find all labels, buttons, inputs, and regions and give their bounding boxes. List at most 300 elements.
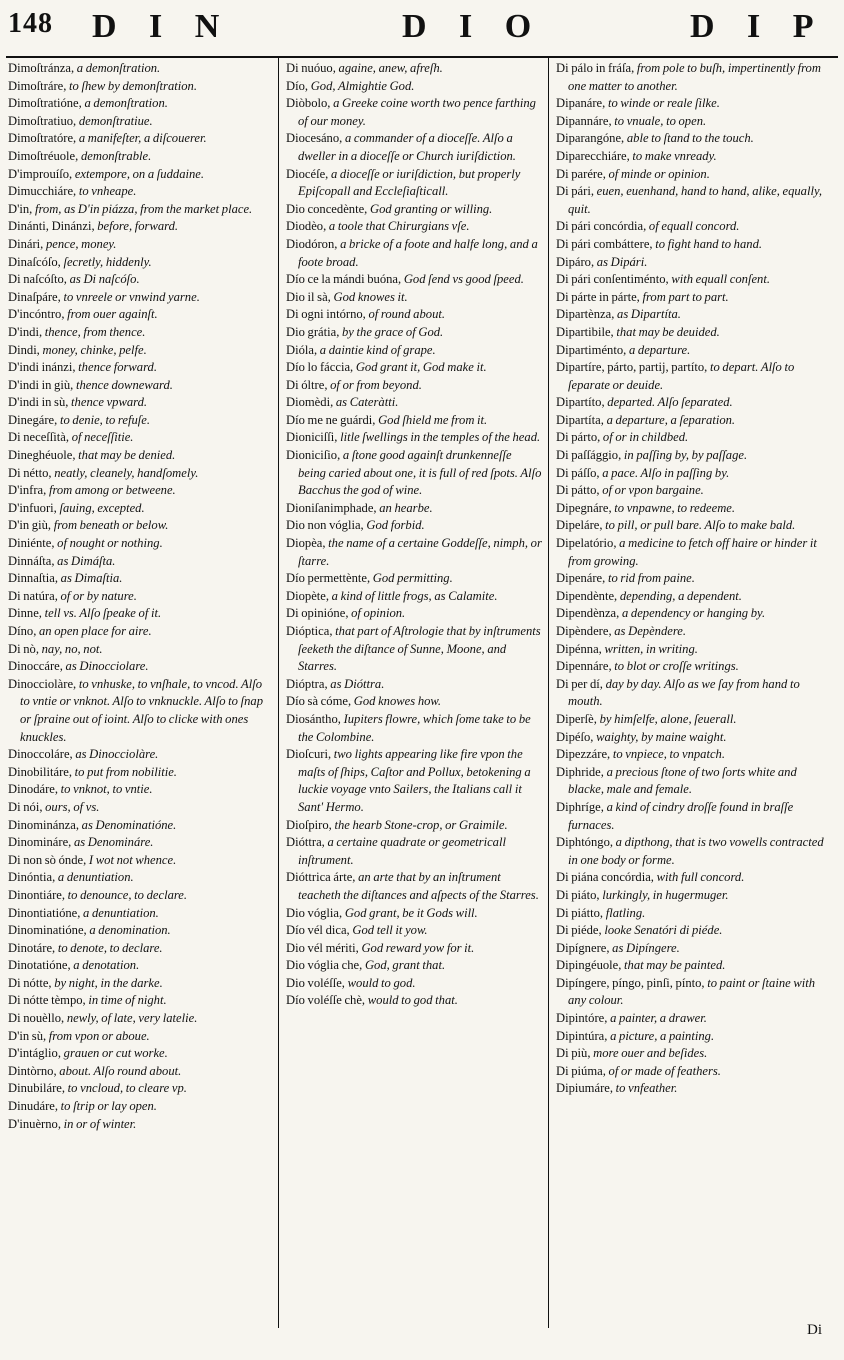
definition: to make vnready. [629, 148, 717, 163]
definition: a denuntiation. [80, 905, 159, 920]
definition: of or made of feathers. [605, 1063, 721, 1078]
definition: from, as D'in piázza, from the market place. [32, 201, 253, 216]
definition: God knowes it. [330, 289, 408, 304]
running-head-center: D I O [402, 8, 544, 45]
column-left [8, 60, 272, 1133]
headword: Di nótte, [8, 975, 52, 990]
definition: in paſſing by, by paſſage. [621, 448, 748, 463]
dictionary-entry [286, 869, 542, 904]
headword: Dimoſtratióne, [8, 96, 82, 111]
headword: Dinontiatióne, [8, 905, 81, 920]
definition: of or in childbed. [600, 430, 689, 445]
definition: as Di naſcóſo. [66, 272, 140, 287]
dictionary-entry [8, 236, 272, 254]
headword: Dinnáſta, [8, 553, 55, 568]
dictionary-entry [286, 588, 542, 606]
dictionary-entry [8, 817, 272, 835]
headword: Dimoſtratiuo, [8, 113, 77, 128]
dictionary-entry [556, 130, 830, 148]
dictionary-entry [286, 429, 542, 447]
definition: a denotation. [70, 958, 140, 973]
headword: Dinoccoláre, [8, 747, 73, 762]
dictionary-entry [8, 60, 272, 78]
headword: Dinaſcóſo, [8, 254, 61, 269]
headword: Dio voléſſe, [286, 975, 345, 990]
column-divider [278, 58, 279, 1328]
headword: Dimoſtránza, [8, 61, 75, 75]
running-head-left: D I N [92, 8, 232, 45]
headword: Dío permettènte, [286, 571, 371, 586]
headword: Dío sà cóme, [286, 694, 352, 709]
definition: God, Almightie God. [308, 78, 415, 93]
definition: to denote, to declare. [55, 940, 163, 955]
dictionary-entry [8, 289, 272, 307]
definition: of nought or nothing. [54, 536, 163, 551]
dictionary-entry [8, 166, 272, 184]
headword: Dinontiáre, [8, 887, 66, 902]
definition: God reward yow for it. [358, 940, 475, 955]
column-middle [286, 60, 542, 1010]
headword: D'indi inánzi, [8, 360, 76, 375]
dictionary-entry [286, 201, 542, 219]
dictionary-entry [556, 570, 830, 588]
dictionary-entry [8, 1116, 272, 1134]
dictionary-entry [8, 271, 272, 289]
definition: God forbid. [363, 518, 425, 533]
dictionary-entry [556, 342, 830, 360]
headword: Dio vóglia, [286, 905, 343, 920]
definition: to vnfeather. [613, 1081, 678, 1096]
headword: Dipingéuole, [556, 958, 622, 973]
headword: Di nétto, [8, 465, 52, 480]
dictionary-entry [556, 641, 830, 659]
headword: Dinne, [8, 606, 42, 621]
headword: Dindi, [8, 342, 40, 357]
headword: Di piáto, [556, 887, 600, 902]
headword: Dinóntia, [8, 870, 56, 885]
definition: would to god that. [365, 993, 458, 1008]
headword: Dipíngere, píngo, pinſi, pínto, [556, 975, 705, 990]
definition: as Dinocciolàre. [72, 747, 159, 762]
dictionary-entry [556, 271, 830, 289]
definition: to vnuale, to open. [611, 113, 707, 128]
definition: that part of Aſtrologie that by inſtruments ſeeketh the diſtance of Sunne, Moone, and Starres. [298, 624, 541, 674]
headword: Di párte in párte, [556, 289, 640, 304]
headword: Dío lo fáccia, [286, 360, 354, 375]
definition: flatling. [603, 905, 646, 920]
dictionary-entry [286, 130, 542, 165]
dictionary-entry [8, 869, 272, 887]
dictionary-entry [286, 834, 542, 869]
headword: Dióla, [286, 342, 318, 357]
definition: of neceſſitie. [69, 430, 134, 445]
headword: Di non sò ónde, [8, 852, 87, 867]
headword: Di opinióne, [286, 606, 349, 621]
dictionary-entry [286, 236, 542, 271]
definition: God granting or willing. [367, 201, 493, 216]
dictionary-entry [286, 60, 542, 78]
dictionary-entry [556, 306, 830, 324]
definition: departed. Alſo ſeparated. [604, 395, 733, 410]
headword: Dinaſpáre, [8, 289, 61, 304]
definition: to vnreele or vnwind yarne. [60, 289, 200, 304]
headword: Dipintóre, [556, 1011, 608, 1026]
headword: Dipartíto, [556, 395, 605, 410]
headword: Dineghéuole, [8, 448, 76, 463]
dictionary-entry [556, 746, 830, 764]
definition: a demonſtration. [81, 96, 168, 111]
definition: a demonſtration. [74, 61, 161, 75]
headword: Dióptica, [286, 624, 333, 638]
definition: as Dimaſtia. [58, 571, 123, 586]
dictionary-entry [556, 324, 830, 342]
headword: Diphtóngo, [556, 835, 614, 850]
definition: from vpon or aboue. [46, 1028, 150, 1043]
headword: Dióttrica árte, [286, 870, 356, 885]
headword: Dio concedènte, [286, 201, 368, 216]
headword: Dipéſo, [556, 729, 594, 744]
dictionary-entry [8, 1063, 272, 1081]
headword: Di óltre, [286, 377, 328, 392]
definition: to pill, or pull bare. Alſo to make bald. [602, 518, 796, 533]
dictionary-entry [556, 799, 830, 834]
dictionary-entry [556, 236, 830, 254]
headword: Dipendènza, [556, 606, 620, 621]
headword: Di párto, [556, 430, 601, 445]
definition: in time of night. [85, 993, 167, 1008]
definition: of round about. [365, 307, 446, 322]
headword: Dío voléſſe chè, [286, 993, 366, 1008]
headword: D'indi in giù, [8, 377, 74, 392]
dictionary-entry [8, 570, 272, 588]
headword: Dinotatióne, [8, 958, 71, 973]
dictionary-entry [286, 447, 542, 500]
headword: Dipendènte, [556, 588, 618, 603]
headword: Diòbolo, [286, 96, 331, 111]
dictionary-entry [286, 570, 542, 588]
dictionary-entry [8, 1098, 272, 1116]
definition: as Denomináre. [71, 835, 154, 850]
definition: ours, of vs. [42, 799, 100, 814]
dictionary-entry [556, 957, 830, 975]
headword: Diodóron, [286, 236, 338, 251]
dictionary-entry [556, 1063, 830, 1081]
dictionary-entry [556, 113, 830, 131]
dictionary-entry [8, 940, 272, 958]
definition: to vnhuske, to vnſhale, to vncod. Alſo to vntie or vnknot. Alſo to vnknuckle. Alſo to ſnap or ſpraine out of ioint. Alſo to clicke with ones knuckles. [20, 676, 264, 744]
definition: to winde or reale ſilke. [605, 96, 720, 111]
dictionary-entry [8, 834, 272, 852]
dictionary-entry [556, 975, 830, 1010]
dictionary-entry [8, 746, 272, 764]
headword: Diocéſe, [286, 166, 329, 181]
definition: God tell it yow. [349, 923, 428, 938]
definition: God permitting. [370, 571, 453, 586]
definition: money, chinke, pelfe. [39, 342, 147, 357]
dictionary-entry [556, 500, 830, 518]
dictionary-entry [8, 799, 272, 817]
headword: Dio grátia, [286, 324, 340, 339]
dictionary-entry [8, 535, 272, 553]
dictionary-entry [556, 1028, 830, 1046]
dictionary-entry [8, 342, 272, 360]
dictionary-entry [286, 905, 542, 923]
definition: written, in writing. [601, 641, 698, 656]
definition: a daintie kind of grape. [317, 342, 436, 357]
headword: D'in giù, [8, 518, 52, 533]
definition: the hearb Stone-crop, or Graimile. [331, 817, 508, 832]
definition: a ſtone good againſt drunkenneſſe being caried about one, it is full of red ſpots. Alſo Bacchus the god of wine. [298, 448, 542, 498]
definition: euen, euenhand, hand to hand, alike, equally, quit. [568, 184, 823, 216]
dictionary-entry [286, 922, 542, 940]
headword: Dinobilitáre, [8, 764, 73, 779]
dictionary-entry [556, 588, 830, 606]
headword: Dioſpiro, [286, 817, 332, 832]
definition: of minde or opinion. [605, 166, 710, 181]
headword: Dioſcuri, [286, 747, 332, 762]
dictionary-entry [8, 623, 272, 641]
dictionary-entry [8, 447, 272, 465]
dictionary-entry [8, 1010, 272, 1028]
definition: Iupiters flowre, which ſome take to be the Colombine. [298, 711, 531, 744]
definition: to paint or ſtaine with any colour. [568, 975, 816, 1008]
headword: Dinocciolàre, [8, 676, 77, 691]
dictionary-entry [556, 940, 830, 958]
headword: Diphríge, [556, 799, 604, 814]
definition: a bricke of a foote and halfe long, and a foote broad. [298, 236, 538, 269]
headword: Dióptra, [286, 676, 328, 691]
headword: Dinári, [8, 236, 44, 251]
dictionary-entry [556, 447, 830, 465]
dictionary-entry [286, 394, 542, 412]
headword: Diperſè, [556, 711, 597, 726]
definition: to ſhew by demonſtration. [66, 78, 197, 93]
headword: D'infra, [8, 483, 47, 498]
definition: God grant, be it Gods will. [342, 905, 478, 920]
definition: nay, no, not. [38, 641, 103, 656]
headword: Dinoccáre, [8, 659, 63, 674]
dictionary-entry [286, 676, 542, 694]
dictionary-entry [8, 957, 272, 975]
definition: by himſelfe, alone, ſeuerall. [596, 711, 737, 726]
definition: to rid from paine. [605, 571, 695, 586]
headword: Di pári conſentiménto, [556, 272, 669, 287]
dictionary-entry [286, 306, 542, 324]
dictionary-entry [8, 588, 272, 606]
dictionary-entry [8, 324, 272, 342]
headword: Diparangóne, [556, 131, 625, 146]
dictionary-entry [8, 218, 272, 236]
definition: of or vpon bargaine. [599, 483, 704, 498]
dictionary-entry [286, 271, 542, 289]
dictionary-entry [8, 553, 272, 571]
headword: Dioniciſio, [286, 448, 341, 463]
dictionary-entry [556, 429, 830, 447]
definition: as Dinocciolare. [62, 659, 149, 674]
headword: Dio il sà, [286, 289, 331, 304]
definition: tell vs. Alſo ſpeake of it. [41, 606, 162, 621]
dictionary-entry [8, 676, 272, 746]
headword: Di nuóuo, [286, 61, 336, 75]
definition: as Dipíngere. [609, 940, 680, 955]
dictionary-entry [8, 641, 272, 659]
headword: Diniénte, [8, 536, 55, 551]
dictionary-entry [8, 482, 272, 500]
dictionary-entry [556, 148, 830, 166]
definition: day by day. Alſo as we ſay from hand to mouth. [568, 676, 800, 709]
definition: a dependency or hanging by. [619, 606, 766, 621]
dictionary-entry [556, 834, 830, 869]
definition: thence, from thence. [42, 324, 146, 339]
dictionary-entry [286, 623, 542, 676]
headword: Dinubiláre, [8, 1081, 66, 1096]
dictionary-entry [8, 905, 272, 923]
headword: D'infuori, [8, 500, 57, 515]
dictionary-entry [8, 922, 272, 940]
dictionary-entry [556, 359, 830, 394]
headword: Dipannáre, [556, 113, 612, 128]
headword: Di páſſo, [556, 465, 600, 480]
definition: from part to part. [639, 289, 729, 304]
dictionary-entry [286, 535, 542, 570]
headword: Dipegnáre, [556, 500, 612, 515]
definition: thence forward. [75, 360, 157, 375]
headword: Díno, [8, 624, 37, 638]
definition: to denie, to refuſe. [57, 412, 150, 427]
definition: as Dimáſta. [54, 553, 116, 568]
headword: Dioniciſſi, [286, 430, 338, 445]
definition: thence vpward. [68, 395, 148, 410]
dictionary-entry [8, 201, 272, 219]
definition: looke Senatóri di piéde. [601, 923, 723, 938]
definition: to fight hand to hand. [652, 236, 763, 251]
headword: Dio non vóglia, [286, 518, 364, 533]
catchword: Di [807, 1322, 822, 1338]
definition: would to god. [344, 975, 416, 990]
headword: Diomèdi, [286, 395, 334, 410]
headword: Dipintúra, [556, 1028, 608, 1043]
headword: Dipèndere, [556, 624, 612, 638]
definition: extempore, on a ſuddaine. [72, 166, 205, 181]
headword: Dintòrno, [8, 1063, 57, 1078]
dictionary-entry [286, 940, 542, 958]
definition: two lights appearing like fire vpon the maſts of ſhips, Caſtor and Pollux, betokening a luckie voyage vnto Sailers, the Italians call it Sant' Hermo. [298, 747, 531, 814]
definition: to put from nobilitie. [72, 764, 177, 779]
headword: Di più, [556, 1046, 591, 1061]
dictionary-entry [556, 869, 830, 887]
headword: Di per dí, [556, 676, 603, 691]
header-rule [6, 56, 838, 58]
dictionary-entry [556, 60, 830, 95]
column-right [556, 60, 830, 1098]
definition: demonſtrable. [78, 148, 152, 163]
headword: Dinominatióne, [8, 923, 87, 938]
definition: that may be denied. [75, 448, 176, 463]
dictionary-entry [286, 975, 542, 993]
definition: depending, a dependent. [617, 588, 742, 603]
dictionary-entry [556, 605, 830, 623]
headword: Di naſcóſto, [8, 272, 67, 287]
headword: Dipígnere, [556, 940, 610, 955]
definition: againe, anew, afreſh. [335, 61, 443, 75]
definition: to vnheape. [76, 184, 137, 199]
dictionary-entry [8, 1045, 272, 1063]
headword: Dipelatório, [556, 536, 617, 551]
page-number: 148 [8, 8, 53, 39]
definition: about. Alſo round about. [56, 1063, 182, 1078]
headword: D'indi in sù, [8, 395, 69, 410]
dictionary-entry [8, 1028, 272, 1046]
dictionary-entry [286, 957, 542, 975]
headword: Dimucchiáre, [8, 184, 77, 199]
definition: in or of winter. [60, 1116, 137, 1131]
headword: Dinegáre, [8, 412, 58, 427]
headword: Dipáro, [556, 254, 595, 269]
dictionary-entry [556, 887, 830, 905]
definition: to ſtrip or lay open. [58, 1099, 157, 1114]
dictionary-entry [8, 887, 272, 905]
dictionary-entry [8, 377, 272, 395]
dictionary-entry [556, 1010, 830, 1028]
headword: Di neceſſità, [8, 430, 70, 445]
definition: God knowes how. [351, 694, 442, 709]
headword: Dio vél mériti, [286, 940, 359, 955]
dictionary-entry [556, 535, 830, 570]
headword: D'inuèrno, [8, 1116, 61, 1131]
headword: Di parére, [556, 166, 606, 181]
headword: Di piátto, [556, 905, 604, 920]
dictionary-entry [8, 975, 272, 993]
headword: Dío ce la mándi buóna, [286, 272, 402, 287]
definition: as Dióttra. [327, 676, 385, 691]
definition: an open place for aire. [36, 624, 152, 638]
dictionary-entry [556, 658, 830, 676]
definition: a dipthong, that is two vowells contracted in one body or forme. [568, 835, 824, 867]
dictionary-entry [556, 254, 830, 272]
headword: Dinudáre, [8, 1099, 59, 1114]
headword: Di pálo in fráſa, [556, 61, 635, 75]
dictionary-entry [8, 764, 272, 782]
headword: Di nói, [8, 799, 43, 814]
dictionary-entry [286, 324, 542, 342]
definition: grauen or cut worke. [61, 1046, 168, 1061]
definition: with equall conſent. [668, 272, 771, 287]
dictionary-entry [8, 429, 272, 447]
dictionary-entry [286, 95, 542, 130]
dictionary-entry [8, 359, 272, 377]
definition: by the grace of God. [339, 324, 444, 339]
headword: Di paſſággio, [556, 448, 622, 463]
definition: to vncloud, to cleare vp. [65, 1081, 187, 1096]
dictionary-entry [556, 95, 830, 113]
running-head-right: D I P [690, 8, 826, 45]
definition: a precious ſtone of two ſorts white and blacke, male and female. [568, 764, 797, 797]
headword: Di pári, [556, 184, 594, 199]
definition: as Cateràtti. [333, 395, 399, 410]
dictionary-entry [8, 78, 272, 96]
headword: Di pátto, [556, 483, 600, 498]
dictionary-entry [556, 394, 830, 412]
headword: D'improuíſo, [8, 166, 73, 181]
definition: that may be deuided. [613, 324, 720, 339]
definition: a medicine to fetch off haire or hinder it from growing. [568, 536, 817, 568]
definition: waighty, by maine waight. [593, 729, 727, 744]
page-header [0, 0, 844, 50]
dictionary-entry [8, 183, 272, 201]
definition: by night, in the darke. [51, 975, 163, 990]
definition: to vnpawne, to redeeme. [611, 500, 736, 515]
definition: a toole that Chirurgians vſe. [326, 219, 470, 234]
